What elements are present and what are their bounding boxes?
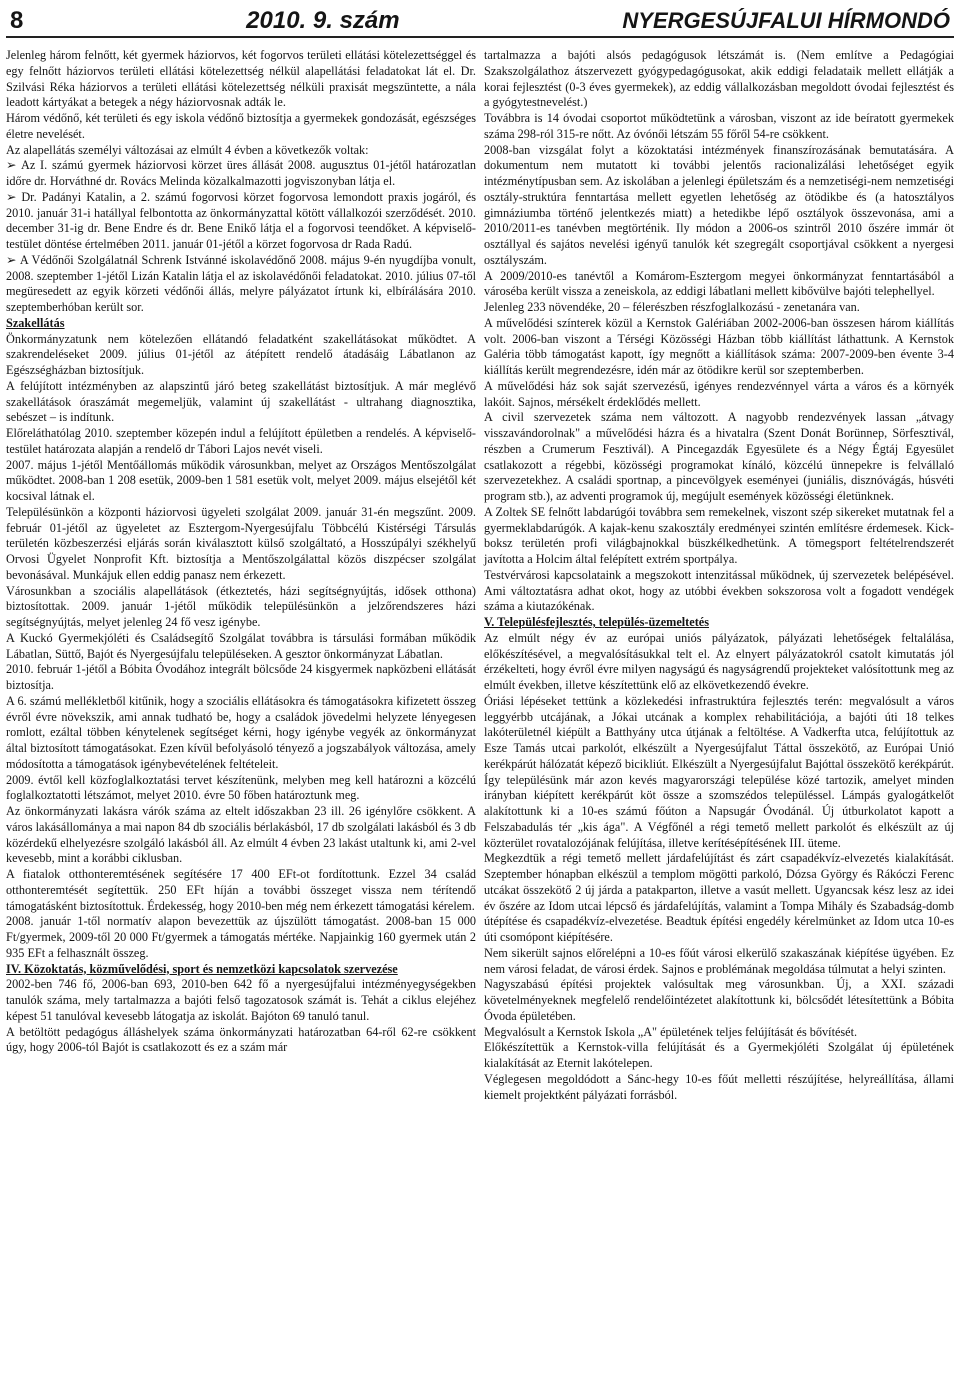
paragraph: Előreláthatólag 2010. szeptember közepén indul a felújított épületben a rendelés. A képviselő-testület határozata alapján a rendelő dr Tábori Lajos nevét viseli. [6,426,476,456]
paragraph: 2002-ben 746 fő, 2006-ban 693, 2010-ben 642 fő a nyergesújfalui intézményegységekben tanulók száma, mely tartalmazza a bajóti felső tagozatosok számát is. Tehát a ciklus elejéhez képest 51 tanulóval kevesebb látogatja az iskolát. Bajóton 69 tanuló tanul. [6,977,476,1023]
paragraph: tartalmazza a bajóti alsós pedagógusok létszámát is. (Nem említve a Pedagógiai Szakszolgálathoz átszervezett gyógypedagógusokat, akik eddigi feladataik mellett ellátják a korai fejlesztést (0-3 éves gyermekek), az eddig vállalkozásban megoldott óvodai fejlesztést és a gyógytestnevelést.) [484,48,954,110]
paragraph: Megvalósult a Kernstok Iskola „A" épületének teljes felújítását és bővítését. [484,1024,858,1039]
page-number: 8 [10,7,24,34]
publication-title: NYERGESÚJFALUI HÍRMONDÓ [622,8,950,33]
section-heading-telepulesfejlesztes: V. Településfejlesztés, település-üzemeltetés [484,615,709,629]
section-heading-szakellatas: Szakellátás [6,315,65,330]
paragraph: A 6. számú mellékletből kitűnik, hogy a szociális ellátásokra és támogatásokra kifizetett összeg évről évre növekszik, ami annak tudható be, hogy a családok jövedelmi helyzete lényegesen romlott, ezáltal többen kénytelenek segítséget kérni, hogy igénybe vegyék az önkormányzat által biztosított támogatásokat. Ezen kívül befolyásoló tényező a jogszabályok változása, amely módosította a támogatások igénybevételének feltételeit. [6,693,476,771]
paragraph: A 2009/2010-es tanévtől a Komárom-Esztergom megyei önkormányzat fenntartásából a városéba került vissza a zeneiskola, az eddigi lábatlani mellett kibővülve bajóti telephellyel. [484,268,954,299]
paragraph: Önkormányzatunk nem kötelezően ellátandó feladatként szakellátásokat működtet. A szakrendeléseket 2009. július 01-jétől az átépített rendelő átadásáig Lábatlanon az Egészségházban biztosítjuk. [6,331,476,377]
paragraph: A Kuckó Gyermekjóléti és Családsegítő Szolgálat továbbra is társulási formában működik Lábatlan, Süttő, Bajót és Nyergesújfalu településeken. A gesztor önkormányzat Lábatlan. [6,630,476,661]
paragraph: Testvérvárosi kapcsolataink a megszokott intenzitással működnek, új szervezetek belépésével. Ami változtatásra adhat okot, hogy az utóbbi években sokszorosa volt a fogadott vendégek száma a kiutazókénak. [484,567,954,614]
section-heading-kozoktatas: IV. Közoktatás, közművelődési, sport és nemzetközi kapcsolatok szervezése [6,961,398,976]
paragraph: Az önkormányzati lakásra várók száma az eltelt időszakban 23 ill. 26 igénylőre csökkent. A város lakásállománya a mai napon 84 db szociális bérlakásból, 17 db szolgálati lakásból és 3 db közérdekű elhelyezésre szolgáló lakásból áll. Az elmúlt 4 évben 23 lakást utaltunk ki, ami 2-vel kevesebb, mint a korábbi ciklusban. [6,804,476,866]
paragraph: Megkezdtük a régi temető mellett járdafelújítást és zárt csapadékvíz-elvezetés kialakítását. Szeptember hónapban elkészül a templom mögötti parkoló, Dózsa György és Rákóczi Ferenc utcákat összekötő 2 új járda a patakparton, illetve a vasút mellett. Ugyancsak kész lesz az idei év őszére az Idom utcai lépcső és járdafelújítás, valamint a Tompa Mihály és Szabadság-domb útépítése és csapadékvíz-elvezetése. Beadtuk építési engedély kérelmünket az Idom utca 10-es úti csomópont kiépítésére. [484,851,954,944]
paragraph: 2009. évtől kell közfoglalkoztatási tervet készítenünk, melyben meg kell határozni a közcélú foglalkoztatotti létszámot, melyet 2010. évre 50 főben határoztunk meg. [6,772,476,803]
paragraph: A civil szervezetek száma nem változott. A nagyobb rendezvények lassan „átvagy visszavándorolnak" a művelődési házra és a hivatalra (Szent Donát Borünnep, Sörfesztivál, részben a Crumerum Fesztivál). A Pincegazdák Egyesülete és a Négy Égtáj Egyesület csatlakozott a régebbi, közösségi programokat kínáló, közcélú ünnepekre is felvállaló szervezetekhez. A családi sportnap, a pincevölgyek eseményei (juniális, disznóvágás, húsvéti program stb.), az adventi programok új, megújult események közösségi életünknek. [484,410,954,503]
paragraph: Előkészítettük a Kernstok-villa felújítását és a Gyermekjóléti Szolgálat új épületének kialakítását az Eternit lakótelepen. [484,1040,954,1070]
paragraph: A betöltött pedagógus álláshelyek száma önkormányzati határozatban 64-ről 62-re csökkent úgy, hogy 2006-tól Bajót is csatlakozott és ez a szám már [6,1024,476,1055]
bullet-item: ➢ Dr. Padányi Katalin, a 2. számú fogorvosi körzet fogorvosa lemondott praxis jogáról, és 2010. január 31-i hatállyal felbontotta az önkormányzattal kötött vállalkozói szerződését. 2010. december 31-ig dr. Bene Endre és dr. Bene Enikő látja el a fogorvosi teendőket. A képviselő-testület döntése értelmében 2011. január 01-jétől a körzet fogorvosa dr Rada Radú. [6,190,476,253]
paragraph: Nagyszabású építési projektek valósultak meg városunkban. Új, a XXI. századi követelményeknek megfelelő rendelőintézetet alakítottunk ki, bölcsődét létesítettünk a Bóbita Óvoda épületében. [484,977,954,1023]
paragraph: Véglegesen megoldódott a Sánc-hegy 10-es főút melletti részújítése, helyreállítása, állami kiemelt projektként pályázati forrásból. [484,1071,954,1102]
paragraph: Jelenleg három felnőtt, két gyermek háziorvos, két fogorvos területi ellátási kötelezettséggel és egy felnőtt háziorvos területi ellátási kötelezettség nélkül alapellátási feladatokat lát el. Dr. Szilvási Réka háziorvos a területi ellátási kötelezettség nélküli praxisát megszüntette, a nála leadott kártyákat a betegek a négy háziorvosnak adták le. [6,48,476,110]
paragraph: A művelődési ház sok saját szervezésű, igényes rendezvénnyel várta a város és a környék lakóit. Sajnos, mérsékelt érdeklődés mellett. [484,378,954,409]
bullet-item: ➢ Az I. számú gyermek háziorvosi körzet üres állását 2008. augusztus 01-jétől határozatlan időre dr. Horváthné dr. Rovács Melinda közalkalmazotti jogviszonyban látja el. [6,158,476,190]
page-header [6,0,954,38]
paragraph: Jelenleg 233 növendéke, 20 – félerészben részfoglalkozású - zenetanára van. [484,300,860,314]
paragraph: A Zoltek SE felnőtt labdarúgói továbbra sem remekelnek, viszont szép sikereket mutatnak fel a gyermeklabdarúgók. A kajak-kenu szakosztály eredményei szintén említésre érdemesek. Kick-boksz területén profi világbajnokkal büszkélkedhetünk. A tömegsport feltételrendszerét javította a Holcim által felépített extrém sportpálya. [484,504,954,566]
issue-label: 2010. 9. szám [246,7,400,34]
paragraph: Az alapellátás személyi változásai az elmúlt 4 évben a következők voltak: [6,142,369,157]
bullet-item: ➢ A Védőnői Szolgálatnál Schrenk Istvánné iskolavédőnő 2008. május 9-én nyugdíjba vonult, 2008. szeptember 1-jétől Lizán Katalin látja el az iskolavédőnői feladatokat. 2010. július 07-től megüresedett az egyik körzeti védőnői állás, melyre pályázatot írtunk ki, elbírálására 2010. szeptemberhóban került sor. [6,253,476,316]
paragraph: Településünkön a központi háziorvosi ügyeleti szolgálat 2009. január 31-én megszűnt. 2009. február 01-jétől az ügyeletet az Esztergom-Nyergesújfalu Többcélú Kistérségi Társulás területén közbeszerzési eljárás során kiválasztott külső szolgáltató, a Hosszúpályi székhelyű Orvosi Ügyelet Nonprofit Kft. biztosítja a Mentőszolgálattal közös diszpécser szolgálat bevonásával. Munkájuk ellen eddig panasz nem érkezett. [6,504,476,582]
paragraph: Továbbra is 14 óvodai csoportot működtetünk a városban, viszont az ide beíratott gyermekek száma 298-ról 315-re nőtt. Az óvónői létszám 55 főről 54-re csökkent. [484,111,954,141]
paragraph: Három védőnő, két területi és egy iskola védőnő biztosítja a gyermekek gondozását, egészséges életre nevelését. [6,111,476,141]
paragraph: Az elmúlt négy év az európai uniós pályázatok, pályázati lehetőségek feltalálása, előkészítésével, a megvalósításukkal telt el. Az elnyert pályázatokról csatolt kimutatás jól érzékelteti, hogy évről évre milyen nagyságú és nagyságrendű projekteket valósítottunk meg az elmúlt években, illetve készítettünk elő az elkövetkezendő évekre. [484,630,954,692]
paragraph: A fiatalok otthonteremtésének segítésére 17 400 EFt-ot fordítottunk. Ezzel 34 család otthonteremtését segítettük. 250 EFt híján a további összeget vissza nem térítendő támogatásként biztosítottuk. Érdekesség, hogy 2010-ben még nem érkezett támogatási kérelem. [6,867,476,913]
paragraph: 2010. február 1-jétől a Bóbita Óvodához integrált bölcsőde 24 kisgyermek napközbeni ellátását biztosítja. [6,662,476,692]
paragraph: 2008-ban vizsgálat folyt a közoktatási intézmények finanszírozásának bemutatására. A dokumentum nem mutatott ki további jelentős racionalizálási lehetőséget egyik intézménytípusban sem. Az iskolában a jelenlegi épületszám és a nemzetiségi-nem nemzetiségi osztály-struktúra fenntartása mellett egyetlen lehetőség az ötödikbe és (a hatosztályos gimnáziumba történő jelentkezés miatt) a hetedikbe lépő osztályok összevonása, ami a 2010/2011-es tanévben megtörténik. Ily módon a 2006-os szintről 2010 őszére immár öt osztállyal és sajátos nevelési igényű tanulók két szegregált csoportjával csökkent a nyergesi osztályszám. [484,142,954,267]
right-column [484,48,954,1103]
left-column [6,48,476,1103]
paragraph: Nem sikerült sajnos előrelépni a 10-es főút városi elkerülő szakaszának kiépítése ügyében. Ez nem városi feladat, de városi érdek. Sajnos e problémának megoldása túlmutat a helyi szinten. [484,945,954,976]
article-columns [6,48,954,1103]
paragraph: A felújított intézményben az alapszintű járó beteg szakellátást biztosítjuk. A már meglévő szakellátások óraszámát megemeljük, valamint új szakellátást - ultrahang diagnosztika, sebészet – is indítunk. [6,378,476,425]
paragraph: 2008. január 1-től normatív alapon bevezettük az újszülött támogatást. 2008-ban 15 000 Ft/gyermek, 2009-től 20 000 Ft/gyermek a támogatás mértéke. Napjainkig 160 gyermek után 2 935 EFt a felhasznált összeg. [6,914,476,960]
paragraph: A művelődési színterek közül a Kernstok Galériában 2002-2006-ban összesen három kiállítás volt. 2006-ban viszont a Térségi Közösségi Házban több kiállítást láthattunk. A Kernstok Galéria több támogatást kapott, így megnőtt a kiállítások száma: 2007-2009-ben évente 3-4 kiállítás került megrendezésre, idén már az ötödikre kerül sor szeptemberben. [484,315,954,377]
paragraph: Óriási lépéseket tettünk a közlekedési infrastruktúra fejlesztés terén: megvalósult a város leggyérbb utcájának, a Jókai utcának a komplex rehabilitációja, a bajóti úti 18 telkes lakóterületnél kiépült a Batthyány utca útjának a feltöltése. A Vadkerfta utca, felújítottuk az Esze Tamás utcai parkolót, elkészült a Nyergesújfalut Táttal összekötő, az Európai Unió kerékpárút hálózatát képező bicikliút. Elkészült a Nyergesújfalut Bajóttal összekötő kerékpárút. Így településünk már azon kevés magyarországi települése közé tartozik, amelyet minden irányban kiépített kerékpárút köt össze a szomszédos településsel. Lámpás gyalogátkelőt alakítottunk ki a 10-es számú főúton a Napsugár Óvodánál. Új útburkolatot kapott a Felszabadulás tér „kis ága". A Végfőnél a régi temető mellett parkolót és elkészült az új közterület rovatalozójának felújítása, illetve kerítésépítésének III. üteme. [484,693,954,850]
paragraph: 2007. május 1-jétől Mentőállomás működik városunkban, melyet az Országos Mentőszolgálat működtet. 2008-ban 1 208 esetük, 2009-ben 1 581 esetük volt, melyet 2009. május elsejétől két kocsival látnak el. [6,457,476,503]
paragraph: Városunkban a szociális alapellátások (étkeztetés, házi segítségnyújtás, idősek otthona) biztosítottak. 2009. január 1-jétől működik településünkön a jelzőrendszeres házi segítségnyújtás, melyet jelenleg 24 fő vesz igénybe. [6,583,476,629]
